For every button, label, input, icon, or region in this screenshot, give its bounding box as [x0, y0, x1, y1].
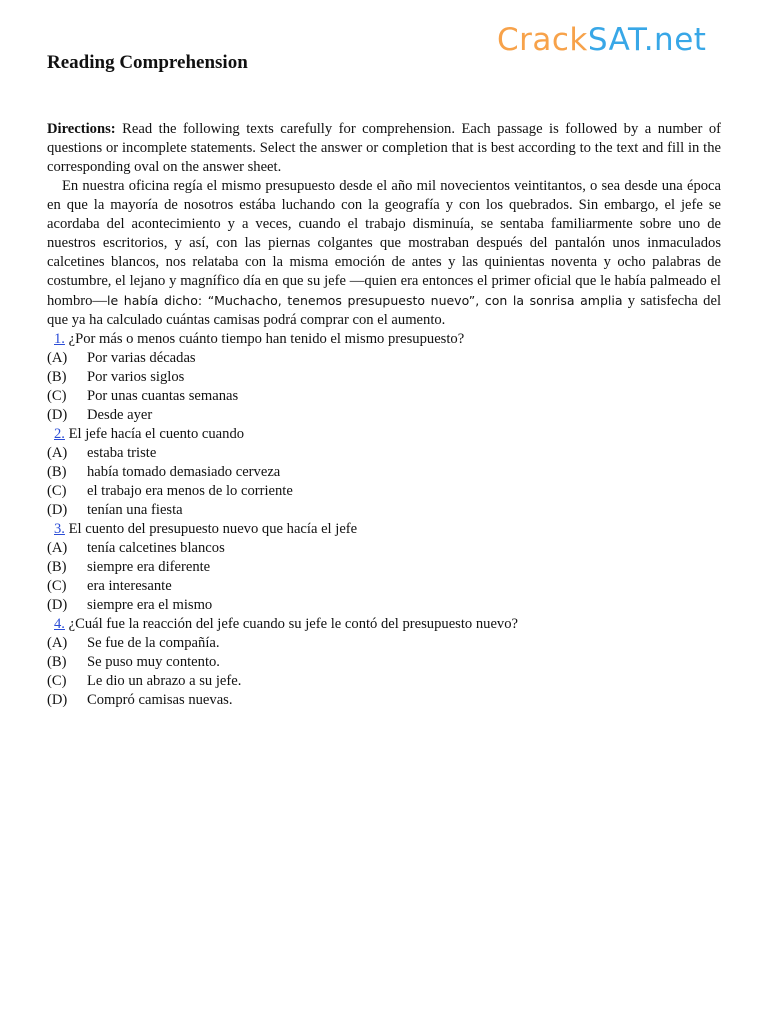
option-text: Se fue de la compañía. [87, 635, 220, 651]
option-letter: (B) [47, 369, 67, 385]
answer-option [47, 387, 721, 406]
answer-option [47, 482, 721, 501]
answer-option [47, 539, 721, 558]
logo-part-sat: SAT.net [587, 22, 707, 58]
option-text: estaba triste [87, 445, 157, 461]
question-number-link[interactable]: 3. [54, 521, 65, 537]
answer-option [47, 368, 721, 387]
answer-option [47, 672, 721, 691]
document-body [47, 120, 721, 710]
option-text: siempre era diferente [87, 559, 211, 575]
passage-text-2: y satisfecha del que ya ha calculado cuántas camisas podrá comprar con el aumento. [47, 293, 722, 328]
question-stem [47, 425, 721, 444]
logo-part-crack: Crack [497, 22, 588, 58]
page-title: Reading Comprehension [47, 52, 248, 73]
option-text: había tomado demasiado cerveza [87, 464, 281, 480]
option-letter: (B) [47, 654, 67, 670]
option-text: Le dio un abrazo a su jefe. [87, 673, 242, 689]
question-stem [47, 330, 721, 349]
answer-option [47, 653, 721, 672]
answer-option [47, 577, 721, 596]
option-text: Desde ayer [87, 407, 153, 423]
option-text: Por unas cuantas semanas [87, 388, 239, 404]
option-letter: (A) [47, 635, 68, 651]
option-letter: (D) [47, 407, 68, 423]
answer-option [47, 691, 721, 710]
question-stem [47, 520, 721, 539]
option-text: Por varias décadas [87, 350, 196, 366]
question-number-link[interactable]: 2. [54, 426, 65, 442]
passage-paragraph [47, 177, 721, 330]
option-letter: (C) [47, 483, 67, 499]
answer-option [47, 349, 721, 368]
answer-option [47, 463, 721, 482]
answer-option [47, 558, 721, 577]
option-text: era interesante [87, 578, 172, 594]
option-letter: (C) [47, 673, 67, 689]
question-text: El cuento del presupuesto nuevo que hacía el jefe [68, 521, 358, 537]
option-text: tenían una fiesta [87, 502, 183, 518]
directions-label: Directions: [47, 121, 116, 137]
questions-list [47, 330, 721, 710]
option-letter: (B) [47, 559, 67, 575]
question-text: ¿Por más o menos cuánto tiempo han tenido el mismo presupuesto? [68, 331, 465, 347]
answer-option [47, 501, 721, 520]
passage-quote: le había dicho: “Muchacho, tenemos presupuesto nuevo”, con la sonrisa amplia [107, 293, 623, 308]
option-text: Compró camisas nuevas. [87, 692, 233, 708]
option-text: Por varios siglos [87, 369, 185, 385]
question-text: ¿Cuál fue la reacción del jefe cuando su jefe le contó del presupuesto nuevo? [68, 616, 518, 632]
directions-text: Read the following texts carefully for comprehension. Each passage is followed by a number of questions or incomplete statements. Select the answer or completion that is best according to the text and fill in the corresponding oval on the answer sheet. [47, 121, 721, 175]
question-number-link[interactable]: 1. [54, 331, 65, 347]
option-text: Se puso muy contento. [87, 654, 220, 670]
question-text: El jefe hacía el cuento cuando [68, 426, 245, 442]
option-letter: (C) [47, 388, 67, 404]
passage-text-1: En nuestra oficina regía el mismo presupuesto desde el año mil novecientos veintitantos, o sea desde una época en que la mayoría de nosotros estába luchando con la geografía y con los quebrados. Sin embargo, el jefe se acordaba del acontecimiento y a veces, cuando el trabajo disminuía, se sentaba familiarmente sobre uno de nuestros escritorios, y así, con las piernas colgantes que mostraban después del pantalón unos inmaculados calcetines blancos, nos relataba con la misma emoción de antes y las quinientas noventa y ocho palabras de costumbre, el lejano y magnífico día en que su jefe —quien era entonces el primer oficial que le había palmeado el hombro— [47, 178, 721, 309]
answer-option [47, 634, 721, 653]
question-number-link[interactable]: 4. [54, 616, 65, 632]
answer-option [47, 444, 721, 463]
option-letter: (A) [47, 350, 68, 366]
cracksat-logo [497, 22, 706, 58]
option-letter: (B) [47, 464, 67, 480]
option-letter: (D) [47, 597, 68, 613]
option-letter: (D) [47, 502, 68, 518]
option-letter: (A) [47, 540, 68, 556]
option-letter: (C) [47, 578, 67, 594]
question-stem [47, 615, 721, 634]
option-text: siempre era el mismo [87, 597, 213, 613]
answer-option [47, 596, 721, 615]
directions-paragraph [47, 120, 721, 177]
option-text: el trabajo era menos de lo corriente [87, 483, 293, 499]
answer-option [47, 406, 721, 425]
option-letter: (D) [47, 692, 68, 708]
option-letter: (A) [47, 445, 68, 461]
option-text: tenía calcetines blancos [87, 540, 225, 556]
